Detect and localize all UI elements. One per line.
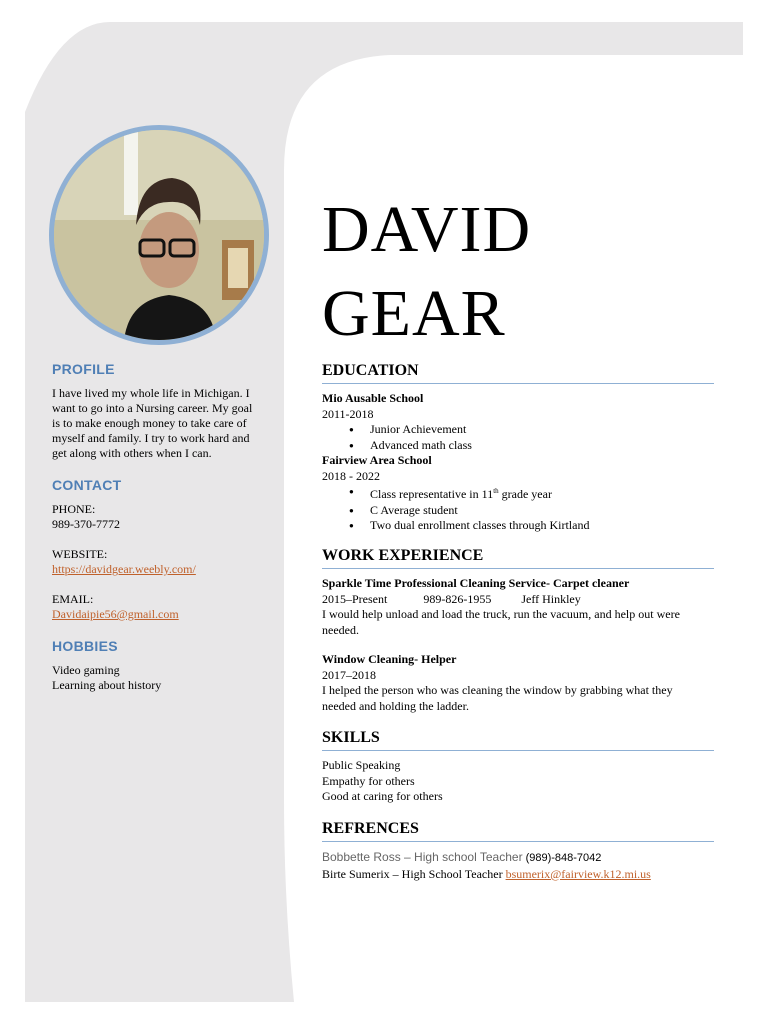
email-link[interactable]: Davidaipie56@gmail.com <box>52 607 179 621</box>
candidate-name <box>322 188 531 356</box>
list-item: ● Class representative in 11th grade year <box>322 484 717 503</box>
website-link[interactable]: https://davidgear.weebly.com/ <box>52 562 196 576</box>
job-description: I would help unload and load the truck, run the vacuum, and help out were <box>322 607 680 621</box>
job-meta: 2015–Present 989-826-1955 Jeff Hinkley <box>322 591 581 606</box>
person-photo-icon <box>54 130 264 340</box>
phone-value: 989-370-7772 <box>52 517 120 531</box>
last-name: GEAR <box>322 277 506 350</box>
reference-name: Bobbette Ross – High school Teacher <box>322 850 523 864</box>
profile-line: get along with others when I can. <box>52 446 212 460</box>
profile-line: is to make enough money to take care of <box>52 416 247 430</box>
reference-name: Birte Sumerix – High School Teacher <box>322 866 503 881</box>
education-section <box>322 391 717 534</box>
skill-item: Good at caring for others <box>322 789 443 803</box>
website-label: WEBSITE: <box>52 547 108 561</box>
job-description: needed. <box>322 622 359 637</box>
first-name: DAVID <box>322 193 532 266</box>
school-name: Fairview Area School <box>322 453 432 467</box>
references-heading: REFRENCES <box>322 820 714 842</box>
hobbies-list <box>52 663 267 693</box>
email-label: EMAIL: <box>52 592 94 606</box>
list-item: ● Advanced math class <box>322 438 717 454</box>
job-title: Sparkle Time Professional Cleaning Service- Carpet cleaner <box>322 576 630 590</box>
contact-block <box>52 502 267 622</box>
school-name: Mio Ausable School <box>322 391 424 405</box>
skills-list <box>322 758 717 805</box>
profile-photo <box>49 125 269 345</box>
school-years: 2018 - 2022 <box>322 468 380 483</box>
job-description: I helped the person who was cleaning the window by grabbing what they <box>322 683 673 697</box>
reference-item <box>322 850 717 867</box>
work-heading: WORK EXPERIENCE <box>322 547 714 569</box>
job-dates: 2017–2018 <box>322 667 376 682</box>
school-years: 2011-2018 <box>322 406 374 421</box>
list-item: ● Two dual enrollment classes through Kirtland <box>322 518 717 534</box>
phone-label: PHONE: <box>52 502 96 516</box>
reference-phone: (989)-848-7042 <box>525 852 602 864</box>
profile-line: want to go into a Nursing career. My goal <box>52 401 253 415</box>
profile-text <box>52 386 267 461</box>
list-item: ● C Average student <box>322 503 717 519</box>
contact-heading: CONTACT <box>52 477 122 493</box>
reference-item <box>322 867 717 883</box>
hobbies-heading: HOBBIES <box>52 638 118 654</box>
education-heading: EDUCATION <box>322 362 714 384</box>
hobby-item: Learning about history <box>52 678 162 692</box>
job-title: Window Cleaning- Helper <box>322 652 457 666</box>
skills-heading: SKILLS <box>322 729 714 751</box>
list-item: ● Junior Achievement <box>322 422 717 438</box>
profile-line: I have lived my whole life in Michigan. I <box>52 386 250 400</box>
reference-email-link[interactable]: bsumerix@fairview.k12.mi.us <box>505 866 651 881</box>
job-description: needed and holding the ladder. <box>322 698 469 713</box>
skill-item: Public Speaking <box>322 758 401 772</box>
work-section <box>322 576 717 714</box>
hobby-item: Video gaming <box>52 663 120 677</box>
references-section <box>322 850 717 882</box>
profile-heading: PROFILE <box>52 361 115 377</box>
profile-line: myself and family. I try to work hard and <box>52 431 250 445</box>
skill-item: Empathy for others <box>322 773 415 788</box>
